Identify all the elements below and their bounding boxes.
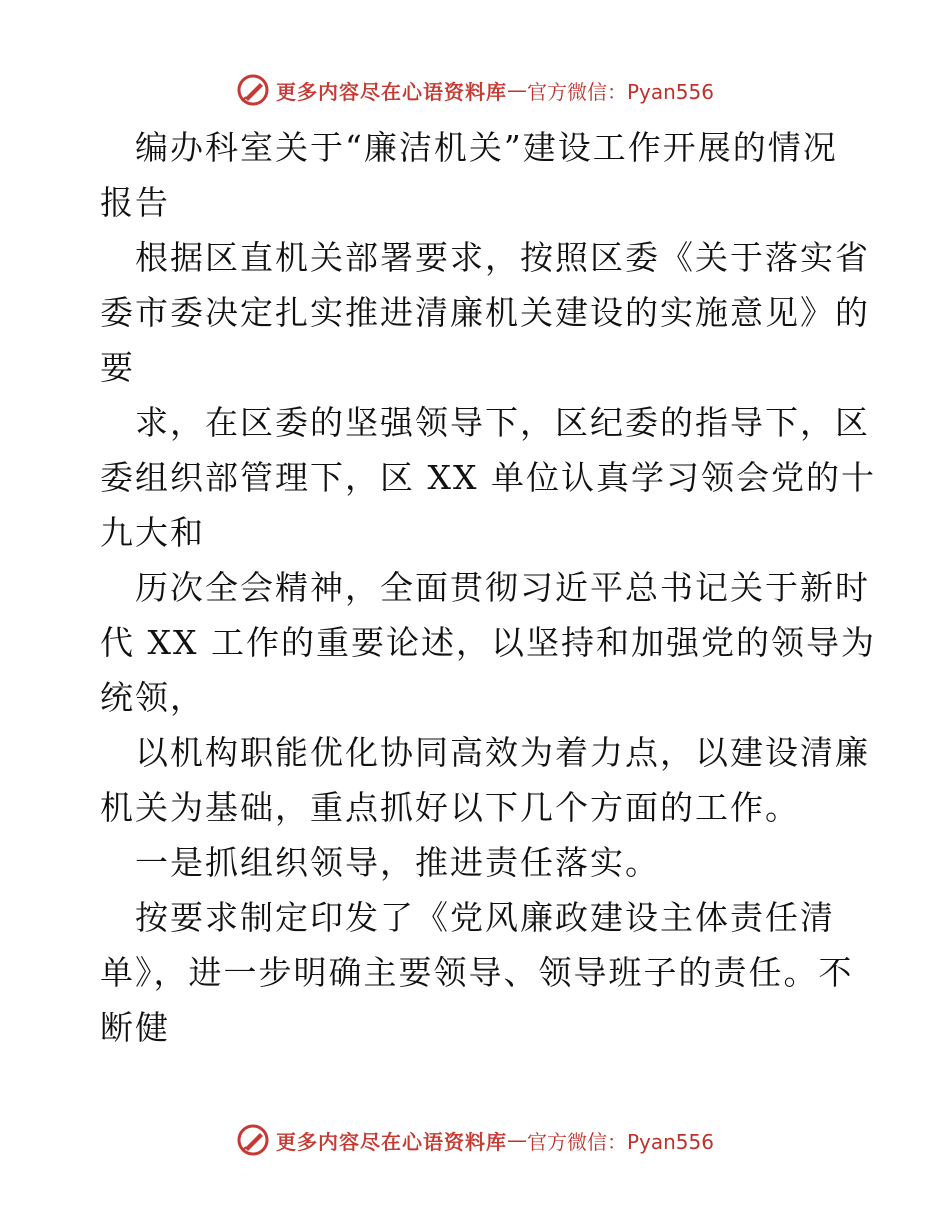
doc-line: 机关为基础，重点抓好以下几个方面的工作。 — [100, 788, 800, 827]
doc-line: 求，在区委的坚强领导下，区纪委的指导下，区 — [135, 403, 870, 442]
doc-line: 断健 — [100, 1008, 170, 1047]
doc-title-line-1: 编办科室关于“廉洁机关”建设工作开展的情况 — [135, 128, 838, 167]
doc-line: 按要求制定印发了《党风廉政建设主体责任清 — [135, 898, 835, 937]
document-body — [100, 120, 876, 1055]
doc-line: 要 — [100, 348, 135, 387]
banner-separator: — — [506, 1128, 527, 1152]
banner-brand-text: 更多内容尽在心语资料库 — [275, 79, 507, 104]
banner-brand-text: 更多内容尽在心语资料库 — [275, 1129, 507, 1154]
banner-separator: — — [506, 78, 527, 102]
doc-line: 代 XX 工作的重要论述，以坚持和加强党的领导为 — [100, 623, 876, 662]
doc-line: 根据区直机关部署要求，按照区委《关于落实省 — [135, 238, 870, 277]
banner-wechat-text: 官方微信：Pyan556 — [526, 1129, 714, 1154]
doc-title-line-2: 报告 — [100, 183, 170, 222]
doc-line: 委组织部管理下，区 XX 单位认真学习领会党的十 — [100, 458, 876, 497]
doc-line: 统领， — [100, 678, 205, 717]
header-banner — [0, 70, 950, 110]
doc-section-heading: 一是抓组织领导，推进责任落实。 — [135, 843, 660, 882]
brand-logo-icon — [236, 1123, 270, 1157]
brand-logo-icon — [236, 73, 270, 107]
doc-line: 单》，进一步明确主要领导、领导班子的责任。不 — [100, 953, 854, 992]
footer-banner — [0, 1120, 950, 1160]
doc-line: 历次全会精神，全面贯彻习近平总书记关于新时 — [135, 568, 870, 607]
doc-line: 委市委决定扎实推进清廉机关建设的实施意见》的 — [100, 293, 870, 332]
doc-line: 九大和 — [100, 513, 205, 552]
doc-line: 以机构职能优化协同高效为着力点，以建设清廉 — [135, 733, 870, 772]
banner-wechat-text: 官方微信：Pyan556 — [526, 79, 714, 104]
